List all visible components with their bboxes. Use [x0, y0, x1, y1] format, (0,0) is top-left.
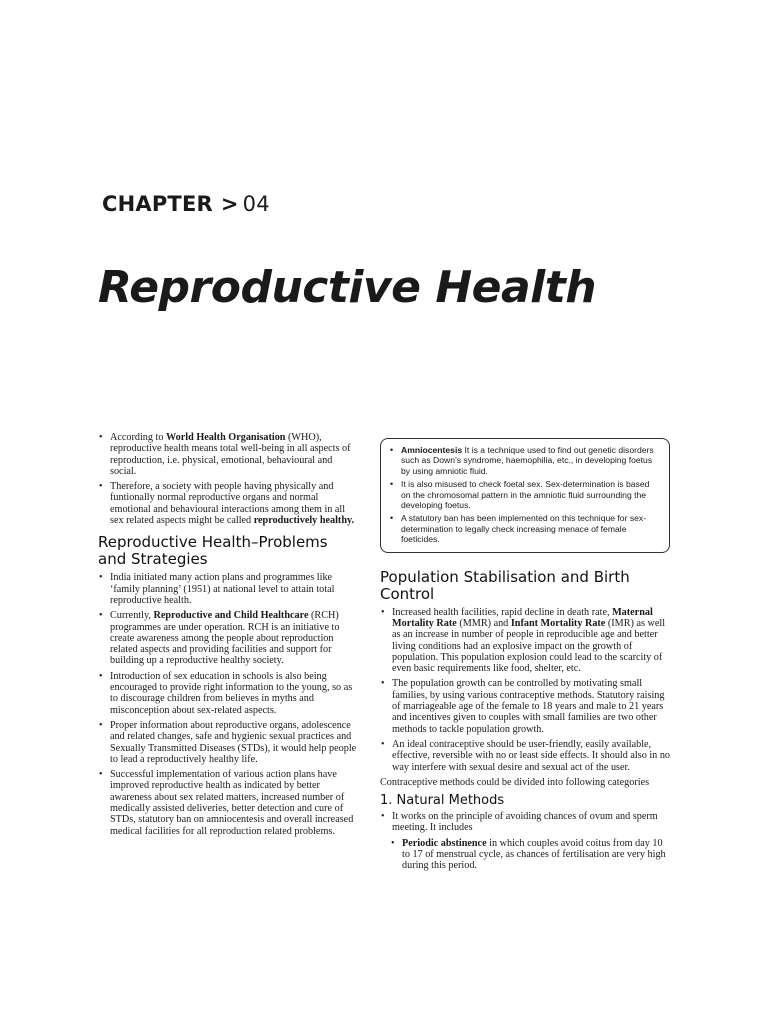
- list-item: [98, 572, 360, 606]
- strategies-list: [98, 572, 360, 837]
- list-item-text: A statutory ban has been implemented on this technique for sex-determination to legally check increasing menace of female foeticides.: [401, 513, 647, 545]
- list-item-text: in which couples avoid coitus from day 10 to 17 of menstrual cycle, as chances of fertilisation are very high during this period.: [402, 837, 666, 872]
- list-item-text: It is also misused to check foetal sex. Sex-determination is based on the chromosomal pattern in the amniotic fluid surrounding the developing foetus.: [401, 479, 650, 511]
- list-item-text: The population growth can be controlled by motivating small families, by using various contraceptive methods. Statutory raising of marriageable age of the female to 18 years and male to 21 years and incentives given to couples with small families are two other methods to tackle population growth.: [392, 678, 665, 735]
- list-item: [389, 445, 661, 476]
- list-item-text: (IMR) as well as an increase in number of people in reproducible age and better living conditions had an explosive impact on the growth of population. This population explosion could lead to the scarcity of even basic requirements like food, shelter, etc.: [392, 617, 666, 675]
- list-item: [98, 481, 360, 526]
- callout-list: [389, 445, 661, 545]
- list-item-text: (MMR) and: [456, 617, 511, 629]
- list-item: [98, 769, 360, 837]
- bold-term: Infant Mortality Rate: [510, 617, 606, 629]
- list-item: [380, 838, 670, 872]
- bold-term: Periodic abstinence: [402, 837, 487, 849]
- bold-term: Maternal Mortality Rate: [392, 606, 653, 629]
- bullet-icon: •: [381, 738, 385, 750]
- list-item: [98, 671, 360, 716]
- bold-term: Reproductive and Child Healthcare: [153, 610, 309, 622]
- list-item: [389, 479, 661, 510]
- list-item-text: (RCH) programmes are under operation. RCH is an initiative to create awareness among the people about reproduction related aspects and providing facilities and support for building up a reproductive healthy society.: [110, 610, 340, 667]
- bullet-icon: •: [99, 719, 103, 731]
- bullet-icon: •: [381, 811, 385, 823]
- list-item: [98, 610, 360, 666]
- list-item-text: (WHO), reproductive health means total well-being in all aspects of reproduction, i.e. physical, emotional, behavioural and social.: [110, 432, 351, 477]
- list-item-text: Introduction of sex education in schools is also being encouraged to provide right information to the young, so as to discourage children from believes in myths and misconception about sex-related aspects.: [110, 670, 353, 716]
- bullet-icon: •: [99, 432, 103, 443]
- list-item-text: Increased health facilities, rapid decline in death rate,: [392, 606, 613, 618]
- natural-sub-list: [380, 838, 670, 872]
- bullet-icon: •: [99, 481, 103, 493]
- bold-term: Amniocentesis: [401, 445, 463, 455]
- list-item: [380, 678, 670, 734]
- bold-term: reproductively healthy.: [253, 515, 355, 527]
- bullet-icon: •: [99, 769, 103, 781]
- bullet-icon: •: [99, 610, 103, 622]
- list-item: [98, 432, 360, 477]
- list-item-text: India initiated many action plans and programmes like ‘family planning’ (1951) at national level to attain total reproductive health.: [110, 572, 335, 606]
- right-column: [380, 438, 670, 876]
- list-item-text: According to: [110, 432, 167, 443]
- list-item: [380, 739, 670, 773]
- chapter-number: 04: [242, 192, 270, 216]
- bullet-icon: •: [99, 670, 103, 682]
- section-heading-strategies: Reproductive Health–Problems and Strategies: [98, 533, 328, 569]
- left-column: [98, 432, 360, 841]
- list-item-text: Proper information about reproductive organs, adolescence and related changes, safe and hygienic sexual practices and Sexually Transmitted Diseases (STDs), it would help people to lead a reproductively healthy life.: [110, 719, 357, 765]
- subheading-natural-methods: 1. Natural Methods: [380, 793, 505, 809]
- methods-intro: Contraceptive methods could be divided into following categories: [380, 776, 650, 788]
- list-item-text: It is a technique used to find out genetic disorders such as Down’s syndrome, haemophilia, etc., in developing foetus by using amniotic fluid.: [401, 445, 654, 476]
- chevron-right-icon: >: [220, 192, 239, 216]
- chapter-word: CHAPTER: [102, 192, 213, 216]
- list-item: [380, 607, 670, 675]
- list-item-text: Successful implementation of various action plans have improved reproductive health as indicated by better awareness about sex related matters, increased number of medically assisted deliveries, better detection and cure of STDs, statutory ban on amniocentesis and overall increased medical facilities for all reproduction related problems.: [110, 769, 354, 837]
- list-item-text: Currently,: [110, 610, 154, 622]
- bullet-icon: •: [99, 572, 103, 584]
- list-item-text: It works on the principle of avoiding chances of ovum and sperm meeting. It includes: [392, 811, 658, 834]
- bullet-icon: •: [390, 479, 394, 490]
- bullet-icon: •: [390, 445, 394, 455]
- bullet-icon: •: [381, 678, 385, 690]
- bullet-icon: •: [390, 513, 394, 524]
- list-item: [380, 811, 670, 834]
- chapter-label: [102, 192, 270, 216]
- list-item: [389, 513, 661, 544]
- amniocentesis-callout-box: [380, 438, 670, 553]
- bullet-icon: •: [391, 837, 395, 849]
- population-list: [380, 607, 670, 773]
- intro-list: [98, 432, 360, 526]
- list-item: [98, 720, 360, 765]
- natural-list: [380, 811, 670, 834]
- list-item-text: An ideal contraceptive should be user-friendly, easily available, effective, reversible with no or least side effects. It should also in no way interfere with sexual desire and sexual act of the user.: [392, 738, 671, 773]
- bullet-icon: •: [381, 606, 385, 618]
- section-heading-population: Population Stabilisation and Birth Control: [380, 567, 630, 603]
- bold-term: World Health Organisation: [166, 432, 286, 443]
- list-item-text: Therefore, a society with people having physically and funtionally normal reproductive organs and normal emotional and behavioural interactions among them in all sex related aspects might be called: [110, 481, 346, 527]
- page-title: Reproductive Health: [98, 262, 597, 313]
